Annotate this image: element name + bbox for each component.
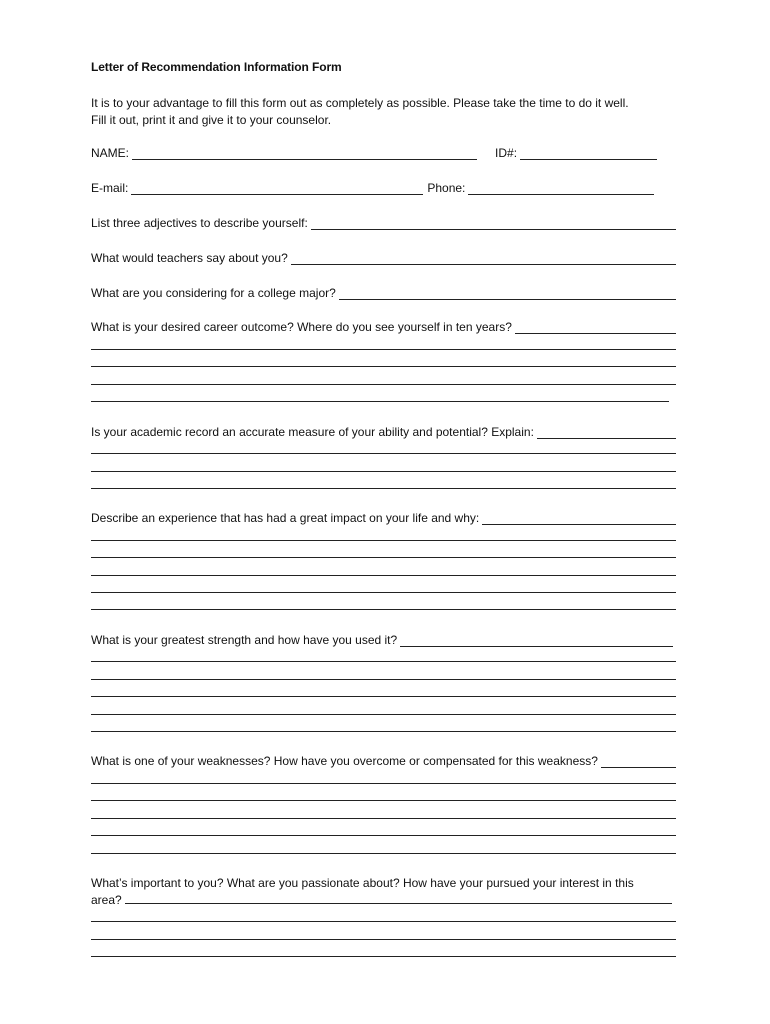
weakness-answer-line[interactable]	[91, 853, 676, 854]
academic-answer-line[interactable]	[91, 471, 676, 472]
phone-field[interactable]	[468, 184, 654, 195]
passion-question-continued	[91, 892, 673, 909]
passion-question: What’s important to you? What are you passionate about? How have your pursued your interest in this	[91, 876, 634, 890]
weakness-field[interactable]	[601, 757, 676, 768]
name-id-row	[91, 146, 676, 160]
weakness-answer-line[interactable]	[91, 800, 676, 801]
strength-question: What is your greatest strength and how have you used it?	[91, 633, 398, 647]
strength-answer-line[interactable]	[91, 661, 676, 662]
adjectives-field[interactable]	[311, 219, 676, 230]
name-field[interactable]	[132, 149, 477, 160]
strength-row	[91, 633, 676, 647]
academic-field[interactable]	[537, 428, 676, 439]
form-title: Letter of Recommendation Information Form	[91, 60, 342, 74]
experience-answer-line[interactable]	[91, 557, 676, 558]
teachers-row	[91, 251, 676, 265]
major-row	[91, 286, 676, 300]
experience-question: Describe an experience that has had a great impact on your life and why:	[91, 511, 480, 525]
experience-field[interactable]	[482, 514, 676, 525]
passion-area-label: area?	[91, 893, 122, 907]
career-field[interactable]	[515, 323, 676, 334]
career-row	[91, 320, 676, 334]
academic-question: Is your academic record an accurate measure of your ability and potential? Explain:	[91, 425, 534, 439]
career-question: What is your desired career outcome? Where do you see yourself in ten years?	[91, 320, 512, 334]
weakness-answer-line[interactable]	[91, 783, 676, 784]
weakness-answer-line[interactable]	[91, 835, 676, 836]
passion-answer-line[interactable]	[91, 956, 676, 957]
strength-answer-line[interactable]	[91, 696, 676, 697]
strength-answer-line[interactable]	[91, 731, 676, 732]
academic-row	[91, 425, 676, 439]
id-label: ID#:	[495, 146, 518, 160]
form-intro	[91, 95, 681, 129]
passion-answer-line[interactable]	[91, 939, 676, 940]
academic-answer-line[interactable]	[91, 488, 676, 489]
career-answer-line[interactable]	[91, 366, 676, 367]
intro-line-2: Fill it out, print it and give it to your counselor.	[91, 113, 332, 127]
adjectives-row	[91, 216, 676, 230]
teachers-question: What would teachers say about you?	[91, 251, 288, 265]
weakness-question: What is one of your weaknesses? How have you overcome or compensated for this weakness?	[91, 754, 598, 768]
strength-answer-line[interactable]	[91, 714, 676, 715]
name-label: NAME:	[91, 146, 130, 160]
weakness-answer-line[interactable]	[91, 818, 676, 819]
email-phone-row	[91, 181, 676, 195]
id-field[interactable]	[520, 149, 657, 160]
career-answer-line[interactable]	[91, 349, 676, 350]
career-answer-line[interactable]	[91, 384, 676, 385]
experience-answer-line[interactable]	[91, 609, 676, 610]
passion-answer-line[interactable]	[91, 921, 676, 922]
passion-question-block	[91, 875, 673, 909]
email-field[interactable]	[131, 184, 423, 195]
intro-line-1: It is to your advantage to fill this form out as completely as possible. Please take the time to do it well.	[91, 96, 629, 110]
career-answer-line[interactable]	[91, 401, 669, 402]
teachers-field[interactable]	[291, 254, 676, 265]
email-label: E-mail:	[91, 181, 129, 195]
experience-answer-line[interactable]	[91, 575, 676, 576]
academic-answer-line[interactable]	[91, 453, 676, 454]
phone-label: Phone:	[427, 181, 466, 195]
experience-answer-line[interactable]	[91, 540, 676, 541]
strength-answer-line[interactable]	[91, 679, 676, 680]
major-field[interactable]	[339, 289, 676, 300]
major-question: What are you considering for a college major?	[91, 286, 336, 300]
passion-field[interactable]	[125, 893, 672, 904]
adjectives-question: List three adjectives to describe yourself:	[91, 216, 308, 230]
weakness-row	[91, 754, 676, 768]
experience-row	[91, 511, 676, 525]
strength-field[interactable]	[400, 636, 673, 647]
experience-answer-line[interactable]	[91, 592, 676, 593]
